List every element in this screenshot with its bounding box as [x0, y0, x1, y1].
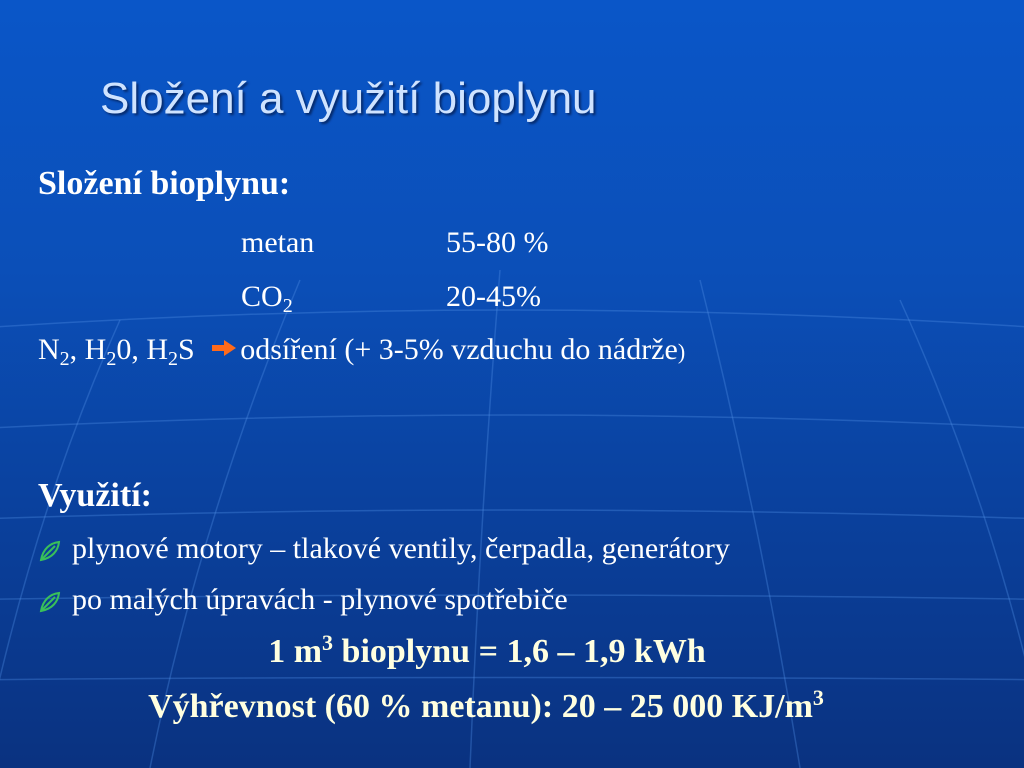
component-value-co2: 20-45%	[446, 280, 541, 313]
component-name-methane: metan	[241, 226, 315, 259]
leaf-bullet-icon	[38, 590, 62, 614]
usage-heading: Využití:	[38, 477, 152, 514]
usage-item: plynové motory – tlakové ventily, čerpadla, generátory	[72, 532, 730, 565]
right-arrow-icon	[210, 339, 238, 357]
component-name-co2: $CO_2$	[241, 280, 293, 317]
slide-title: Složení a využití bioplynu	[100, 74, 597, 123]
component-value-methane: 55-80 %	[446, 226, 549, 259]
heating-value-line: Výhřevnost (60 % metanu): 20 – 25 000 $KJ/m^3$	[148, 685, 824, 725]
usage-item: po malých úpravách - plynové spotřebiče	[72, 583, 568, 616]
composition-heading: Složení bioplynu:	[38, 165, 291, 202]
energy-conversion-line: 1 $m^3$ bioplynu = 1,6 – 1,9 kWh	[268, 630, 706, 670]
leaf-bullet-icon	[38, 539, 62, 563]
desulfurization-line: $N_2$, $H_20$, $H_2S$ odsíření (+ 3-5% vzduchu do nádrže)	[38, 333, 686, 370]
